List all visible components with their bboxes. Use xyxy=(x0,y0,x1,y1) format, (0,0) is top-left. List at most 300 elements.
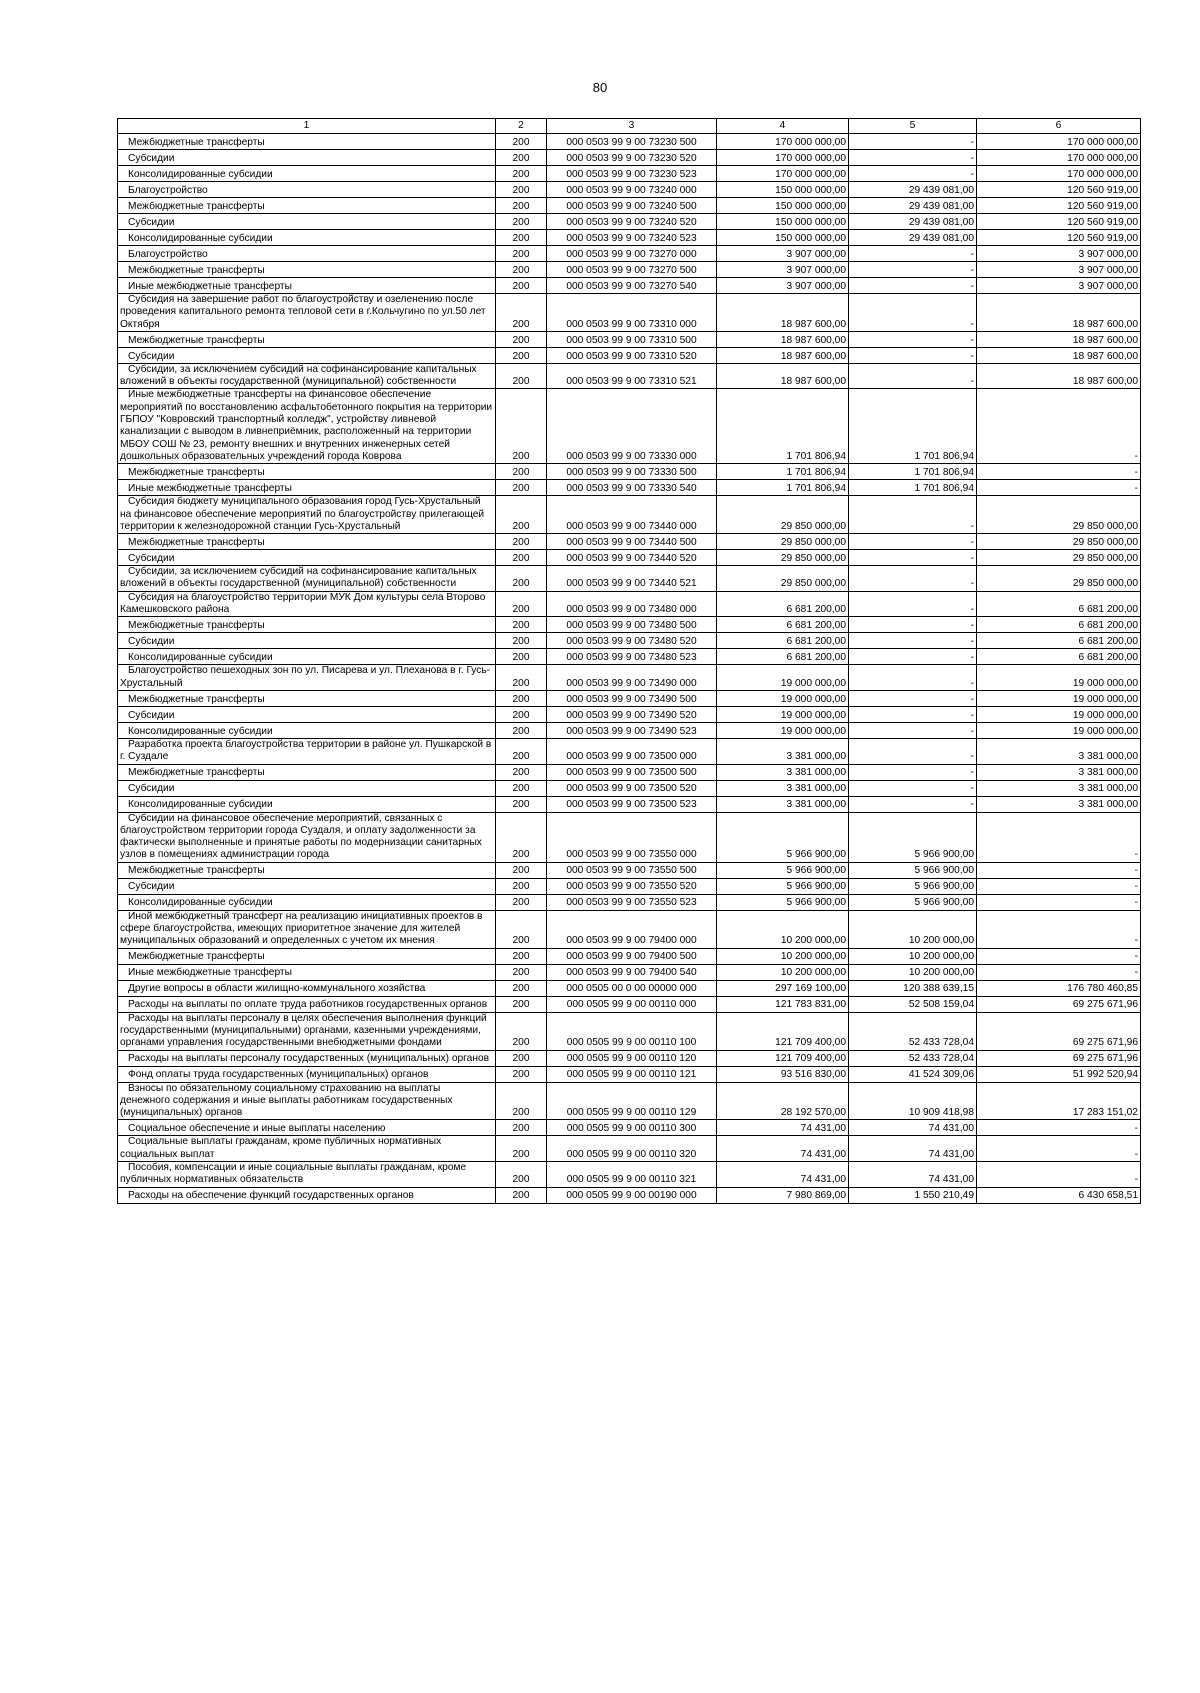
row-name: Консолидированные субсидии xyxy=(118,166,496,182)
row-code: 200 xyxy=(496,534,547,550)
row-code: 200 xyxy=(496,948,547,964)
row-executed: 10 200 000,00 xyxy=(849,964,977,980)
row-code: 200 xyxy=(496,363,547,389)
row-remaining: 51 992 520,94 xyxy=(977,1066,1141,1082)
row-kbk: 000 0503 99 9 00 73310 000 xyxy=(547,294,717,332)
row-remaining: - xyxy=(977,894,1141,910)
row-kbk: 000 0503 99 9 00 73310 521 xyxy=(547,363,717,389)
row-executed: - xyxy=(849,363,977,389)
row-kbk: 000 0505 99 9 00 00110 300 xyxy=(547,1120,717,1136)
row-kbk: 000 0505 99 9 00 00110 129 xyxy=(547,1082,717,1120)
row-plan: 150 000 000,00 xyxy=(717,182,849,198)
row-remaining: 3 381 000,00 xyxy=(977,738,1141,764)
row-plan: 6 681 200,00 xyxy=(717,649,849,665)
row-kbk: 000 0505 99 9 00 00110 120 xyxy=(547,1050,717,1066)
row-plan: 10 200 000,00 xyxy=(717,910,849,948)
row-plan: 3 381 000,00 xyxy=(717,796,849,812)
table-row xyxy=(118,347,1141,363)
row-code: 200 xyxy=(496,1012,547,1050)
row-executed: - xyxy=(849,246,977,262)
row-remaining: - xyxy=(977,1161,1141,1187)
row-plan: 170 000 000,00 xyxy=(717,166,849,182)
row-kbk: 000 0503 99 9 00 73500 520 xyxy=(547,780,717,796)
row-remaining: 170 000 000,00 xyxy=(977,134,1141,150)
table-row xyxy=(118,722,1141,738)
row-kbk: 000 0503 99 9 00 73550 500 xyxy=(547,862,717,878)
row-executed: - xyxy=(849,780,977,796)
row-kbk: 000 0503 99 9 00 73310 500 xyxy=(547,331,717,347)
row-kbk: 000 0503 99 9 00 73440 520 xyxy=(547,550,717,566)
row-plan: 74 431,00 xyxy=(717,1161,849,1187)
row-kbk: 000 0503 99 9 00 79400 540 xyxy=(547,964,717,980)
row-remaining: - xyxy=(977,964,1141,980)
table-row xyxy=(118,665,1141,691)
row-executed: - xyxy=(849,278,977,294)
table-row xyxy=(118,550,1141,566)
table-row xyxy=(118,278,1141,294)
row-name: Иные межбюджетные трансферты xyxy=(118,964,496,980)
row-kbk: 000 0505 99 9 00 00110 000 xyxy=(547,996,717,1012)
table-row xyxy=(118,1120,1141,1136)
row-executed: 74 431,00 xyxy=(849,1161,977,1187)
row-name: Благоустройство xyxy=(118,182,496,198)
row-remaining: 176 780 460,85 xyxy=(977,980,1141,996)
row-remaining: - xyxy=(977,910,1141,948)
row-remaining: 19 000 000,00 xyxy=(977,665,1141,691)
row-kbk: 000 0503 99 9 00 73550 000 xyxy=(547,812,717,862)
row-name: Межбюджетные трансферты xyxy=(118,534,496,550)
row-executed: 10 909 418,98 xyxy=(849,1082,977,1120)
row-name: Межбюджетные трансферты xyxy=(118,331,496,347)
row-executed: 74 431,00 xyxy=(849,1136,977,1162)
row-executed: - xyxy=(849,150,977,166)
row-plan: 74 431,00 xyxy=(717,1120,849,1136)
row-code: 200 xyxy=(496,389,547,464)
row-kbk: 000 0503 99 9 00 73550 520 xyxy=(547,878,717,894)
table-row xyxy=(118,464,1141,480)
row-remaining: 3 907 000,00 xyxy=(977,278,1141,294)
row-executed: 1 701 806,94 xyxy=(849,480,977,496)
row-name: Консолидированные субсидии xyxy=(118,894,496,910)
table-row xyxy=(118,780,1141,796)
row-name: Другие вопросы в области жилищно-коммунального хозяйства xyxy=(118,980,496,996)
table-row xyxy=(118,134,1141,150)
row-kbk: 000 0505 99 9 00 00110 321 xyxy=(547,1161,717,1187)
row-name: Субсидии на финансовое обеспечение мероприятий, связанных с благоустройством территории города Суздаля, и оплату задолженности за фактически выполненные и принятые работы по модернизации санитарных узлов в помещениях администрации города xyxy=(118,812,496,862)
row-plan: 121 783 831,00 xyxy=(717,996,849,1012)
row-name: Межбюджетные трансферты xyxy=(118,690,496,706)
header-col-4: 4 xyxy=(717,119,849,134)
row-plan: 1 701 806,94 xyxy=(717,389,849,464)
row-code: 200 xyxy=(496,1066,547,1082)
row-remaining: 29 850 000,00 xyxy=(977,496,1141,534)
row-code: 200 xyxy=(496,566,547,592)
row-remaining: - xyxy=(977,862,1141,878)
row-plan: 3 907 000,00 xyxy=(717,246,849,262)
row-name: Субсидии, за исключением субсидий на софинансирование капитальных вложений в объекты государственной (муниципальной) собственности xyxy=(118,363,496,389)
row-plan: 19 000 000,00 xyxy=(717,722,849,738)
table-row xyxy=(118,862,1141,878)
row-name: Субсидии xyxy=(118,780,496,796)
row-kbk: 000 0503 99 9 00 73480 000 xyxy=(547,591,717,617)
row-executed: 41 524 309,06 xyxy=(849,1066,977,1082)
row-name: Субсидия бюджету муниципального образования город Гусь-Хрустальный на финансовое обеспечение мероприятий по благоустройству прилегающей территории к железнодорожной станции Гусь-Хрустальный xyxy=(118,496,496,534)
row-executed: - xyxy=(849,796,977,812)
row-plan: 6 681 200,00 xyxy=(717,633,849,649)
row-kbk: 000 0503 99 9 00 73270 540 xyxy=(547,278,717,294)
row-code: 200 xyxy=(496,780,547,796)
table-row xyxy=(118,617,1141,633)
table-row xyxy=(118,1082,1141,1120)
row-remaining: 29 850 000,00 xyxy=(977,534,1141,550)
row-plan: 19 000 000,00 xyxy=(717,706,849,722)
header-col-2: 2 xyxy=(496,119,547,134)
row-executed: 29 439 081,00 xyxy=(849,198,977,214)
row-name: Благоустройство xyxy=(118,246,496,262)
row-executed: - xyxy=(849,331,977,347)
row-code: 200 xyxy=(496,649,547,665)
row-name: Консолидированные субсидии xyxy=(118,230,496,246)
row-remaining: 6 681 200,00 xyxy=(977,649,1141,665)
row-remaining: 69 275 671,96 xyxy=(977,1050,1141,1066)
row-remaining: 120 560 919,00 xyxy=(977,182,1141,198)
row-plan: 29 850 000,00 xyxy=(717,550,849,566)
row-remaining: 120 560 919,00 xyxy=(977,198,1141,214)
row-code: 200 xyxy=(496,980,547,996)
row-code: 200 xyxy=(496,294,547,332)
row-name: Расходы на выплаты персоналу в целях обеспечения выполнения функций государственными (муниципальными) органами, казенными учреждениями, органами управления государственными внебюджетными фондами xyxy=(118,1012,496,1050)
row-kbk: 000 0503 99 9 00 73490 523 xyxy=(547,722,717,738)
table-row xyxy=(118,1050,1141,1066)
row-name: Социальные выплаты гражданам, кроме публичных нормативных социальных выплат xyxy=(118,1136,496,1162)
row-plan: 10 200 000,00 xyxy=(717,964,849,980)
row-name: Межбюджетные трансферты xyxy=(118,948,496,964)
row-remaining: 17 283 151,02 xyxy=(977,1082,1141,1120)
row-kbk: 000 0503 99 9 00 73490 520 xyxy=(547,706,717,722)
row-code: 200 xyxy=(496,214,547,230)
header-row xyxy=(118,119,1141,134)
row-code: 200 xyxy=(496,1161,547,1187)
row-code: 200 xyxy=(496,894,547,910)
row-code: 200 xyxy=(496,1187,547,1203)
row-executed: - xyxy=(849,262,977,278)
table-row xyxy=(118,496,1141,534)
row-kbk: 000 0503 99 9 00 73230 500 xyxy=(547,134,717,150)
row-remaining: 18 987 600,00 xyxy=(977,363,1141,389)
row-code: 200 xyxy=(496,134,547,150)
row-executed: 10 200 000,00 xyxy=(849,910,977,948)
row-remaining: 18 987 600,00 xyxy=(977,331,1141,347)
row-kbk: 000 0505 99 9 00 00190 000 xyxy=(547,1187,717,1203)
row-kbk: 000 0503 99 9 00 73490 000 xyxy=(547,665,717,691)
row-name: Иные межбюджетные трансферты на финансовое обеспечение мероприятий по восстановлению асфальтобетонного покрытия на территории ГБПОУ "Ковровский транспортный колледж", устройству ливневой канализации с выводом в ливнеприёмник, расположенный на территории МБОУ СОШ № 23, ремонту внешних и внутренних инженерных сетей дошкольных образовательных учреждений города Коврова xyxy=(118,389,496,464)
row-kbk: 000 0503 99 9 00 73270 000 xyxy=(547,246,717,262)
row-name: Межбюджетные трансферты xyxy=(118,464,496,480)
row-code: 200 xyxy=(496,1050,547,1066)
row-code: 200 xyxy=(496,230,547,246)
row-plan: 150 000 000,00 xyxy=(717,230,849,246)
row-plan: 7 980 869,00 xyxy=(717,1187,849,1203)
row-code: 200 xyxy=(496,633,547,649)
row-name: Консолидированные субсидии xyxy=(118,649,496,665)
row-kbk: 000 0503 99 9 00 73550 523 xyxy=(547,894,717,910)
table-row xyxy=(118,796,1141,812)
row-code: 200 xyxy=(496,1136,547,1162)
row-plan: 3 381 000,00 xyxy=(717,764,849,780)
row-executed: - xyxy=(849,649,977,665)
row-code: 200 xyxy=(496,480,547,496)
table-row xyxy=(118,480,1141,496)
table-row xyxy=(118,764,1141,780)
row-plan: 19 000 000,00 xyxy=(717,690,849,706)
table-body xyxy=(118,134,1141,1204)
row-executed: - xyxy=(849,706,977,722)
row-kbk: 000 0503 99 9 00 73490 500 xyxy=(547,690,717,706)
row-code: 200 xyxy=(496,812,547,862)
row-name: Пособия, компенсации и иные социальные выплаты гражданам, кроме публичных нормативных обязательств xyxy=(118,1161,496,1187)
table-row xyxy=(118,1187,1141,1203)
row-code: 200 xyxy=(496,665,547,691)
row-plan: 3 381 000,00 xyxy=(717,738,849,764)
row-executed: 52 508 159,04 xyxy=(849,996,977,1012)
header-col-6: 6 xyxy=(977,119,1141,134)
row-kbk: 000 0505 99 9 00 00110 121 xyxy=(547,1066,717,1082)
row-code: 200 xyxy=(496,796,547,812)
row-plan: 74 431,00 xyxy=(717,1136,849,1162)
table-row xyxy=(118,706,1141,722)
row-remaining: 6 681 200,00 xyxy=(977,617,1141,633)
row-plan: 93 516 830,00 xyxy=(717,1066,849,1082)
row-kbk: 000 0503 99 9 00 73480 523 xyxy=(547,649,717,665)
table-row xyxy=(118,331,1141,347)
row-plan: 5 966 900,00 xyxy=(717,878,849,894)
row-executed: 1 550 210,49 xyxy=(849,1187,977,1203)
table-row xyxy=(118,649,1141,665)
row-remaining: 19 000 000,00 xyxy=(977,706,1141,722)
row-plan: 5 966 900,00 xyxy=(717,894,849,910)
row-executed: 5 966 900,00 xyxy=(849,878,977,894)
row-remaining: 18 987 600,00 xyxy=(977,294,1141,332)
row-plan: 6 681 200,00 xyxy=(717,591,849,617)
row-kbk: 000 0503 99 9 00 73480 500 xyxy=(547,617,717,633)
row-name: Межбюджетные трансферты xyxy=(118,862,496,878)
row-plan: 18 987 600,00 xyxy=(717,347,849,363)
row-plan: 29 850 000,00 xyxy=(717,534,849,550)
table-row xyxy=(118,690,1141,706)
table-row xyxy=(118,633,1141,649)
row-name: Межбюджетные трансферты xyxy=(118,198,496,214)
row-executed: - xyxy=(849,347,977,363)
row-plan: 29 850 000,00 xyxy=(717,566,849,592)
row-kbk: 000 0503 99 9 00 73330 540 xyxy=(547,480,717,496)
row-remaining: 29 850 000,00 xyxy=(977,566,1141,592)
row-remaining: 3 907 000,00 xyxy=(977,262,1141,278)
row-remaining: 29 850 000,00 xyxy=(977,550,1141,566)
row-code: 200 xyxy=(496,464,547,480)
row-name: Фонд оплаты труда государственных (муниципальных) органов xyxy=(118,1066,496,1082)
row-remaining: - xyxy=(977,389,1141,464)
table-row xyxy=(118,878,1141,894)
row-remaining: - xyxy=(977,948,1141,964)
row-name: Субсидии xyxy=(118,214,496,230)
row-executed: 10 200 000,00 xyxy=(849,948,977,964)
row-name: Субсидии xyxy=(118,347,496,363)
row-code: 200 xyxy=(496,878,547,894)
row-remaining: 69 275 671,96 xyxy=(977,996,1141,1012)
row-kbk: 000 0503 99 9 00 73330 000 xyxy=(547,389,717,464)
row-remaining: 19 000 000,00 xyxy=(977,690,1141,706)
row-executed: 52 433 728,04 xyxy=(849,1012,977,1050)
row-name: Субсидии xyxy=(118,150,496,166)
row-remaining: - xyxy=(977,878,1141,894)
row-kbk: 000 0503 99 9 00 73330 500 xyxy=(547,464,717,480)
row-code: 200 xyxy=(496,331,547,347)
row-name: Консолидированные субсидии xyxy=(118,796,496,812)
row-code: 200 xyxy=(496,862,547,878)
row-remaining: - xyxy=(977,480,1141,496)
row-plan: 18 987 600,00 xyxy=(717,363,849,389)
row-code: 200 xyxy=(496,964,547,980)
row-code: 200 xyxy=(496,910,547,948)
table-row xyxy=(118,894,1141,910)
row-plan: 6 681 200,00 xyxy=(717,617,849,633)
row-executed: 52 433 728,04 xyxy=(849,1050,977,1066)
row-name: Субсидии xyxy=(118,878,496,894)
row-executed: - xyxy=(849,566,977,592)
row-code: 200 xyxy=(496,166,547,182)
table-row xyxy=(118,996,1141,1012)
table-row xyxy=(118,389,1141,464)
row-executed: 29 439 081,00 xyxy=(849,214,977,230)
row-plan: 28 192 570,00 xyxy=(717,1082,849,1120)
row-executed: - xyxy=(849,134,977,150)
row-kbk: 000 0503 99 9 00 73310 520 xyxy=(547,347,717,363)
row-code: 200 xyxy=(496,278,547,294)
row-remaining: - xyxy=(977,1120,1141,1136)
row-name: Разработка проекта благоустройства территории в районе ул. Пушкарской в г. Суздале xyxy=(118,738,496,764)
row-code: 200 xyxy=(496,738,547,764)
row-plan: 3 381 000,00 xyxy=(717,780,849,796)
row-plan: 297 169 100,00 xyxy=(717,980,849,996)
row-code: 200 xyxy=(496,764,547,780)
budget-table xyxy=(117,118,1141,1204)
table-row xyxy=(118,262,1141,278)
row-name: Благоустройство пешеходных зон по ул. Писарева и ул. Плеханова в г. Гусь-Хрустальный xyxy=(118,665,496,691)
row-name: Социальное обеспечение и иные выплаты населению xyxy=(118,1120,496,1136)
page-number: 80 xyxy=(592,80,608,95)
row-kbk: 000 0503 99 9 00 73440 000 xyxy=(547,496,717,534)
row-plan: 121 709 400,00 xyxy=(717,1050,849,1066)
row-name: Субсидии xyxy=(118,633,496,649)
row-executed: 74 431,00 xyxy=(849,1120,977,1136)
row-executed: 5 966 900,00 xyxy=(849,812,977,862)
row-plan: 19 000 000,00 xyxy=(717,665,849,691)
row-remaining: 170 000 000,00 xyxy=(977,150,1141,166)
row-kbk: 000 0503 99 9 00 73440 521 xyxy=(547,566,717,592)
row-remaining: 120 560 919,00 xyxy=(977,214,1141,230)
row-kbk: 000 0503 99 9 00 73500 523 xyxy=(547,796,717,812)
row-plan: 5 966 900,00 xyxy=(717,862,849,878)
row-kbk: 000 0503 99 9 00 73440 500 xyxy=(547,534,717,550)
row-kbk: 000 0503 99 9 00 73240 000 xyxy=(547,182,717,198)
row-name: Иной межбюджетный трансферт на реализацию инициативных проектов в сфере благоустройства, имеющих приоритетное значение для жителей муниципальных образований и определенных с учетом их мнения xyxy=(118,910,496,948)
row-remaining: 3 381 000,00 xyxy=(977,780,1141,796)
table-row xyxy=(118,1161,1141,1187)
row-code: 200 xyxy=(496,246,547,262)
row-executed: - xyxy=(849,633,977,649)
row-name: Расходы на обеспечение функций государственных органов xyxy=(118,1187,496,1203)
row-plan: 1 701 806,94 xyxy=(717,464,849,480)
row-kbk: 000 0503 99 9 00 73230 523 xyxy=(547,166,717,182)
table-row xyxy=(118,246,1141,262)
row-code: 200 xyxy=(496,496,547,534)
row-kbk: 000 0503 99 9 00 73240 523 xyxy=(547,230,717,246)
row-kbk: 000 0503 99 9 00 79400 500 xyxy=(547,948,717,964)
row-executed: - xyxy=(849,617,977,633)
row-code: 200 xyxy=(496,550,547,566)
row-kbk: 000 0503 99 9 00 73230 520 xyxy=(547,150,717,166)
row-remaining: - xyxy=(977,1136,1141,1162)
row-remaining: 19 000 000,00 xyxy=(977,722,1141,738)
table-row xyxy=(118,948,1141,964)
row-name: Субсидии xyxy=(118,706,496,722)
row-executed: - xyxy=(849,166,977,182)
row-executed: - xyxy=(849,534,977,550)
row-code: 200 xyxy=(496,706,547,722)
row-plan: 150 000 000,00 xyxy=(717,214,849,230)
row-kbk: 000 0503 99 9 00 79400 000 xyxy=(547,910,717,948)
row-name: Иные межбюджетные трансферты xyxy=(118,480,496,496)
row-executed: - xyxy=(849,738,977,764)
row-kbk: 000 0505 00 0 00 00000 000 xyxy=(547,980,717,996)
row-plan: 1 701 806,94 xyxy=(717,480,849,496)
row-name: Субсидия на благоустройство территории МУК Дом культуры села Второво Камешковского района xyxy=(118,591,496,617)
row-plan: 3 907 000,00 xyxy=(717,262,849,278)
row-kbk: 000 0503 99 9 00 73480 520 xyxy=(547,633,717,649)
header-col-1: 1 xyxy=(118,119,496,134)
row-name: Расходы на выплаты персоналу государственных (муниципальных) органов xyxy=(118,1050,496,1066)
table-row xyxy=(118,214,1141,230)
row-executed: - xyxy=(849,722,977,738)
row-kbk: 000 0505 99 9 00 00110 320 xyxy=(547,1136,717,1162)
row-executed: 29 439 081,00 xyxy=(849,230,977,246)
row-remaining: 18 987 600,00 xyxy=(977,347,1141,363)
table-row xyxy=(118,964,1141,980)
row-plan: 150 000 000,00 xyxy=(717,198,849,214)
row-code: 200 xyxy=(496,690,547,706)
row-executed: - xyxy=(849,690,977,706)
row-plan: 121 709 400,00 xyxy=(717,1012,849,1050)
row-executed: 5 966 900,00 xyxy=(849,894,977,910)
row-executed: 1 701 806,94 xyxy=(849,464,977,480)
row-kbk: 000 0503 99 9 00 73270 500 xyxy=(547,262,717,278)
row-code: 200 xyxy=(496,1120,547,1136)
row-remaining: 3 381 000,00 xyxy=(977,796,1141,812)
row-remaining: 69 275 671,96 xyxy=(977,1012,1141,1050)
row-plan: 18 987 600,00 xyxy=(717,331,849,347)
row-code: 200 xyxy=(496,1082,547,1120)
row-name: Субсидия на завершение работ по благоустройству и озеленению после проведения капитального ремонта тепловой сети в г.Кольчугино по ул.50 лет Октября xyxy=(118,294,496,332)
table-row xyxy=(118,166,1141,182)
table-row xyxy=(118,230,1141,246)
row-executed: - xyxy=(849,496,977,534)
row-kbk: 000 0503 99 9 00 73500 000 xyxy=(547,738,717,764)
row-executed: - xyxy=(849,764,977,780)
row-executed: 120 388 639,15 xyxy=(849,980,977,996)
row-remaining: 3 381 000,00 xyxy=(977,764,1141,780)
row-code: 200 xyxy=(496,198,547,214)
table-row xyxy=(118,182,1141,198)
